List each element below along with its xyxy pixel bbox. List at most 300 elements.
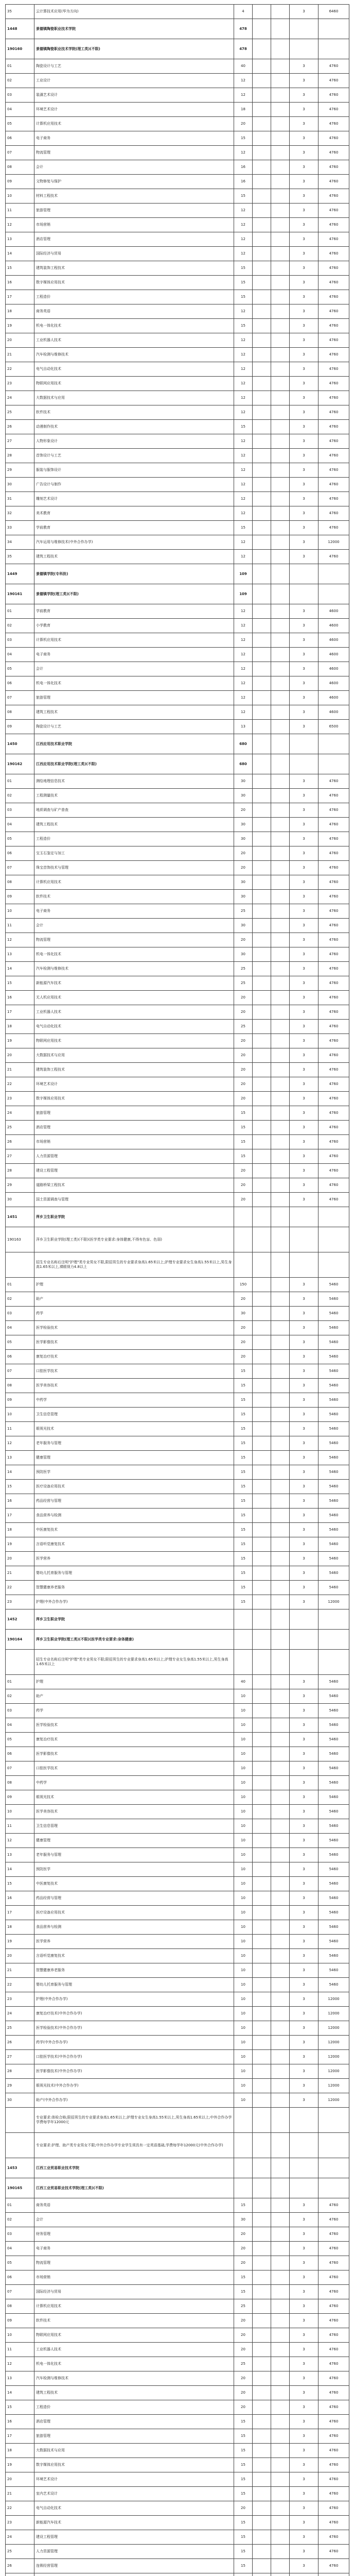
duration-cell: 3	[290, 1552, 318, 1566]
name-cell: 物流管理	[34, 2256, 234, 2270]
code-cell: 27	[6, 2050, 34, 2064]
tuition-cell: 5460	[318, 1877, 349, 1891]
tuition-cell: 4600	[318, 633, 349, 648]
code-cell: 04	[6, 818, 34, 832]
plan-count-cell: 15	[234, 189, 253, 204]
extra-count-cell	[253, 754, 271, 774]
duration-cell: 3	[290, 2256, 318, 2270]
plan-count-cell: 12	[234, 74, 253, 88]
blank-cell	[271, 175, 290, 189]
extra-count-cell	[253, 2270, 271, 2285]
tuition-cell	[318, 584, 349, 604]
code-cell: 30	[6, 2093, 34, 2108]
tuition-cell: 4760	[318, 276, 349, 290]
blank-cell	[271, 434, 290, 449]
blank-cell	[271, 1164, 290, 1178]
plan-count-cell: 12	[234, 463, 253, 478]
code-cell: 28	[6, 1164, 34, 1178]
duration-cell: 3	[290, 1906, 318, 1920]
extra-count-cell	[253, 1790, 271, 1805]
extra-count-cell	[253, 1675, 271, 1689]
plan-count-cell	[234, 1650, 253, 1675]
tuition-cell	[318, 2158, 349, 2178]
duration-cell: 3	[290, 604, 318, 619]
plan-count-cell: 20	[234, 1164, 253, 1178]
extra-count-cell	[253, 2108, 271, 2133]
duration-cell: 3	[290, 1379, 318, 1393]
tuition-cell: 4760	[318, 1063, 349, 1077]
blank-cell	[271, 2314, 290, 2328]
extra-count-cell	[253, 633, 271, 648]
tuition-cell: 4760	[318, 991, 349, 1005]
tuition-cell: 12000	[318, 2050, 349, 2064]
code-cell: 25	[6, 1121, 34, 1135]
duration-cell: 3	[290, 1106, 318, 1121]
extra-count-cell	[253, 175, 271, 189]
name-cell: 眼视光技术	[34, 1790, 234, 1805]
name-cell: 环境艺术设计	[34, 103, 234, 117]
extra-count-cell	[253, 947, 271, 962]
code-cell: 03	[6, 2227, 34, 2242]
major-row	[6, 1862, 349, 1877]
plan-count-cell: 15	[234, 1106, 253, 1121]
duration-cell: 3	[290, 1164, 318, 1178]
tuition-cell: 4600	[318, 691, 349, 705]
plan-count-cell: 15	[234, 2429, 253, 2444]
name-cell: 药品经营与管理	[34, 1494, 234, 1509]
name-cell: 医学营养	[34, 1935, 234, 1949]
blank-cell	[271, 535, 290, 550]
blank-cell	[271, 2357, 290, 2371]
duration-cell: 3	[290, 117, 318, 131]
tuition-cell: 4760	[318, 1135, 349, 1149]
code-cell: 12	[6, 1436, 34, 1451]
blank-cell	[271, 1106, 290, 1121]
plan-count-cell: 15	[234, 1552, 253, 1566]
blank-cell	[271, 1480, 290, 1494]
blank-cell	[271, 218, 290, 232]
extra-count-cell	[253, 1149, 271, 1164]
name-cell: 老年服务与管理	[34, 1848, 234, 1862]
major-row	[6, 1494, 349, 1509]
plan-count-cell: 15	[234, 2487, 253, 2501]
extra-count-cell	[253, 2007, 271, 2021]
blank-cell	[271, 1335, 290, 1350]
name-cell: 电子商务	[34, 648, 234, 662]
code-cell: 03	[6, 633, 34, 648]
plan-count-cell: 10	[234, 2036, 253, 2050]
duration-cell: 3	[290, 2093, 318, 2108]
major-row	[6, 2444, 349, 2458]
duration-cell: 3	[290, 290, 318, 304]
extra-count-cell	[253, 276, 271, 290]
major-row	[6, 391, 349, 405]
duration-cell	[290, 19, 318, 39]
extra-count-cell	[253, 1819, 271, 1834]
code-cell: 16	[6, 1494, 34, 1509]
major-row	[6, 1689, 349, 1704]
tuition-cell: 4760	[318, 449, 349, 463]
code-cell: 27	[6, 1149, 34, 1164]
name-cell: 物联网应用技术	[34, 377, 234, 391]
blank-cell	[271, 604, 290, 619]
code-cell: 17	[6, 1005, 34, 1020]
blank-cell	[271, 1834, 290, 1848]
blank-cell	[271, 2198, 290, 2213]
duration-cell: 3	[290, 676, 318, 691]
duration-cell: 3	[290, 1364, 318, 1379]
duration-cell: 3	[290, 1523, 318, 1537]
plan-count-cell: 12	[234, 535, 253, 550]
name-cell: 江西应用技术职业学院	[34, 734, 234, 754]
duration-cell: 3	[290, 405, 318, 420]
blank-cell	[271, 919, 290, 933]
name-cell: 预防医学	[34, 1465, 234, 1480]
code-cell: 22	[6, 1581, 34, 1595]
duration-cell: 3	[290, 2530, 318, 2545]
blank-cell	[271, 2458, 290, 2472]
extra-count-cell	[253, 232, 271, 247]
name-cell: 陶瓷设计与工艺	[34, 720, 234, 734]
school-group-row	[6, 19, 349, 39]
code-cell: 07	[6, 146, 34, 160]
duration-cell: 3	[290, 904, 318, 919]
admission-plan-table	[5, 4, 349, 2576]
name-cell: 工程造价	[34, 832, 234, 846]
tuition-cell: 4760	[318, 832, 349, 846]
tuition-cell	[318, 1207, 349, 1227]
extra-count-cell	[253, 1609, 271, 1630]
tuition-cell: 5460	[318, 1436, 349, 1451]
code-cell: 11	[6, 919, 34, 933]
blank-cell	[271, 506, 290, 521]
name-cell: 人力资源管理	[34, 1149, 234, 1164]
tuition-cell: 5460	[318, 1776, 349, 1790]
tuition-cell: 4760	[318, 2400, 349, 2415]
tuition-cell: 5460	[318, 1494, 349, 1509]
duration-cell: 3	[290, 74, 318, 88]
duration-cell: 3	[290, 1848, 318, 1862]
blank-cell	[271, 2328, 290, 2343]
extra-count-cell	[253, 2444, 271, 2458]
plan-count-cell: 20	[234, 1077, 253, 1092]
duration-cell: 3	[290, 1048, 318, 1063]
name-cell: 市场营销	[34, 218, 234, 232]
plan-count-cell: 20	[234, 846, 253, 861]
tuition-cell: 5460	[318, 1848, 349, 1862]
blank-cell	[271, 619, 290, 633]
duration-cell: 3	[290, 947, 318, 962]
plan-count-cell: 20	[234, 2242, 253, 2256]
extra-count-cell	[253, 2343, 271, 2357]
name-cell: 工程造价	[34, 290, 234, 304]
plan-count-cell: 20	[234, 2501, 253, 2516]
name-cell: 会计	[34, 662, 234, 676]
extra-count-cell	[253, 976, 271, 991]
blank-cell	[271, 1465, 290, 1480]
code-cell: 11	[6, 204, 34, 218]
duration-cell: 3	[290, 1408, 318, 1422]
tuition-cell: 4760	[318, 904, 349, 919]
name-cell: 眼视光技术(中外合作办学)	[34, 2079, 234, 2093]
major-row	[6, 2530, 349, 2545]
major-row	[6, 2064, 349, 2079]
extra-count-cell	[253, 1480, 271, 1494]
extra-count-cell	[253, 1595, 271, 1609]
duration-cell: 3	[290, 1509, 318, 1523]
duration-cell: 3	[290, 478, 318, 492]
duration-cell: 3	[290, 1178, 318, 1193]
plan-count-cell: 478	[234, 19, 253, 39]
major-row	[6, 604, 349, 619]
plan-count-cell: 25	[234, 2299, 253, 2314]
duration-cell: 3	[290, 1480, 318, 1494]
duration-cell: 3	[290, 103, 318, 117]
code-cell: 19	[6, 1935, 34, 1949]
major-row	[6, 304, 349, 319]
major-row	[6, 1422, 349, 1436]
major-row	[6, 2314, 349, 2328]
major-row	[6, 2227, 349, 2242]
tuition-cell: 5460	[318, 1891, 349, 1906]
major-row	[6, 420, 349, 434]
plan-count-cell: 30	[234, 875, 253, 890]
extra-count-cell	[253, 1906, 271, 1920]
tuition-cell: 4760	[318, 1149, 349, 1164]
blank-cell	[271, 1350, 290, 1364]
tuition-cell: 4600	[318, 619, 349, 633]
name-cell: 医疗设备应用技术	[34, 1906, 234, 1920]
code-cell: 16	[6, 2415, 34, 2429]
code-cell	[6, 1650, 34, 1675]
extra-count-cell	[253, 1092, 271, 1106]
extra-count-cell	[253, 1335, 271, 1350]
code-cell: 190165	[6, 2178, 34, 2198]
tuition-cell: 4760	[318, 2487, 349, 2501]
name-cell: 卫生信息管理	[34, 1819, 234, 1834]
tuition-cell	[318, 564, 349, 584]
extra-count-cell	[253, 705, 271, 720]
duration-cell: 3	[290, 2444, 318, 2458]
school-group-row	[6, 564, 349, 584]
extra-count-cell	[253, 1935, 271, 1949]
major-row	[6, 962, 349, 976]
code-cell: 05	[6, 1335, 34, 1350]
extra-count-cell	[253, 2064, 271, 2079]
name-cell: 学前教育	[34, 521, 234, 535]
name-cell: 建筑工程技术	[34, 550, 234, 564]
extra-count-cell	[253, 1805, 271, 1819]
duration-cell: 3	[290, 991, 318, 1005]
tuition-cell: 4760	[318, 875, 349, 890]
plan-count-cell	[234, 2573, 253, 2576]
duration-cell	[290, 1252, 318, 1278]
major-row	[6, 2285, 349, 2299]
duration-cell: 3	[290, 2314, 318, 2328]
major-row	[6, 2299, 349, 2314]
blank-cell	[271, 2299, 290, 2314]
code-cell: 22	[6, 1978, 34, 1992]
code-cell: 13	[6, 1848, 34, 1862]
extra-count-cell	[253, 2472, 271, 2487]
code-cell: 02	[6, 619, 34, 633]
extra-count-cell	[253, 348, 271, 362]
plan-count-cell: 25	[234, 976, 253, 991]
duration-cell: 3	[290, 1733, 318, 1747]
duration-cell: 3	[290, 2559, 318, 2573]
name-cell: 商务英语	[34, 2198, 234, 2213]
major-row	[6, 1436, 349, 1451]
extra-count-cell	[253, 1877, 271, 1891]
major-row	[6, 1292, 349, 1307]
tuition-cell: 4760	[318, 1193, 349, 1207]
tuition-cell: 5460	[318, 1566, 349, 1581]
name-cell: 电子商务	[34, 2242, 234, 2256]
tuition-cell: 4760	[318, 1092, 349, 1106]
blank-cell	[271, 1149, 290, 1164]
plan-count-cell	[234, 2178, 253, 2198]
blank-cell	[271, 2343, 290, 2357]
name-cell: 财务管理	[34, 2227, 234, 2242]
major-row	[6, 2007, 349, 2021]
blank-cell	[271, 2007, 290, 2021]
extra-count-cell	[253, 1494, 271, 1509]
name-cell: 工程造价	[34, 2400, 234, 2415]
extra-count-cell	[253, 2050, 271, 2064]
major-row	[6, 2242, 349, 2256]
code-cell: 21	[6, 1063, 34, 1077]
name-cell: 物流管理	[34, 146, 234, 160]
code-cell: 23	[6, 1595, 34, 1609]
extra-count-cell	[253, 521, 271, 535]
code-cell: 02	[6, 789, 34, 803]
name-cell: 大数据技术与应用	[34, 2444, 234, 2458]
duration-cell: 3	[290, 1193, 318, 1207]
plan-count-cell: 12	[234, 232, 253, 247]
blank-cell	[271, 2133, 290, 2158]
name-cell: 物联网应用技术	[34, 1034, 234, 1048]
duration-cell: 3	[290, 333, 318, 348]
name-cell: 无人机应用技术	[34, 991, 234, 1005]
blank-cell	[271, 774, 290, 789]
name-cell: 康复治疗技术(中外合作办学)	[34, 2007, 234, 2021]
extra-count-cell	[253, 2227, 271, 2242]
duration-cell: 3	[290, 648, 318, 662]
duration-cell: 3	[290, 1704, 318, 1718]
plan-count-cell: 15	[234, 1537, 253, 1552]
school-group-row	[6, 2158, 349, 2178]
major-row	[6, 1335, 349, 1350]
major-row	[6, 2545, 349, 2559]
code-cell: 21	[6, 2487, 34, 2501]
blank-cell	[271, 1321, 290, 1335]
name-cell: 医学检验技术	[34, 1718, 234, 1733]
duration-cell: 3	[290, 1877, 318, 1891]
blank-cell	[271, 705, 290, 720]
plan-count-cell: 12	[234, 662, 253, 676]
extra-count-cell	[253, 1992, 271, 2007]
tuition-cell: 4760	[318, 333, 349, 348]
name-cell: 卫生信息管理	[34, 1408, 234, 1422]
code-cell: 27	[6, 434, 34, 449]
tuition-cell: 5460	[318, 1422, 349, 1436]
plan-count-cell: 25	[234, 1020, 253, 1034]
major-row	[6, 1393, 349, 1408]
major-row	[6, 189, 349, 204]
major-row	[6, 377, 349, 391]
duration-cell	[290, 564, 318, 584]
name-cell: 健康管理	[34, 1834, 234, 1848]
extra-count-cell	[253, 962, 271, 976]
plan-count-cell: 30	[234, 947, 253, 962]
plan-count-cell: 18	[234, 103, 253, 117]
major-row	[6, 261, 349, 276]
code-cell: 09	[6, 2314, 34, 2328]
blank-cell	[271, 1718, 290, 1733]
duration-cell: 3	[290, 1005, 318, 1020]
plan-count-cell: 30	[234, 789, 253, 803]
major-row	[6, 2472, 349, 2487]
code-cell: 14	[6, 247, 34, 261]
plan-count-cell: 15	[234, 319, 253, 333]
code-cell: 21	[6, 1566, 34, 1581]
code-cell: 31	[6, 492, 34, 506]
blank-cell	[271, 204, 290, 218]
code-cell: 12	[6, 2357, 34, 2371]
tuition-cell: 4760	[318, 175, 349, 189]
plan-count-cell: 25	[234, 904, 253, 919]
duration-cell: 3	[290, 976, 318, 991]
duration-cell: 3	[290, 846, 318, 861]
major-row	[6, 1321, 349, 1335]
blank-cell	[271, 789, 290, 803]
plan-count-cell: 15	[234, 1393, 253, 1408]
blank-cell	[271, 754, 290, 774]
extra-count-cell	[253, 434, 271, 449]
extra-count-cell	[253, 1733, 271, 1747]
plan-count-cell: 4	[234, 5, 253, 19]
duration-cell: 3	[290, 890, 318, 904]
code-cell: 24	[6, 1106, 34, 1121]
extra-count-cell	[253, 319, 271, 333]
duration-cell: 3	[290, 1092, 318, 1106]
code-cell	[6, 2108, 34, 2133]
tuition-cell: 5460	[318, 1307, 349, 1321]
duration-cell: 3	[290, 1034, 318, 1048]
tuition-cell: 4760	[318, 319, 349, 333]
major-row	[6, 2458, 349, 2472]
blank-cell	[271, 1920, 290, 1935]
name-cell: 建筑装饰工程技术	[34, 261, 234, 276]
major-row	[6, 1891, 349, 1906]
code-cell: 08	[6, 1379, 34, 1393]
extra-count-cell	[253, 1552, 271, 1566]
extra-count-cell	[253, 774, 271, 789]
plan-count-cell: 10	[234, 1862, 253, 1877]
plan-count-cell: 12	[234, 604, 253, 619]
plan-count-cell: 30	[234, 832, 253, 846]
duration-cell: 3	[290, 88, 318, 103]
tuition-cell: 4760	[318, 131, 349, 146]
code-cell: 20	[6, 2472, 34, 2487]
major-row	[6, 204, 349, 218]
blank-cell	[271, 103, 290, 117]
plan-count-cell: 10	[234, 1718, 253, 1733]
plan-count-cell: 10	[234, 1819, 253, 1834]
code-cell: 04	[6, 648, 34, 662]
extra-count-cell	[253, 2501, 271, 2516]
blank-cell	[271, 1537, 290, 1552]
